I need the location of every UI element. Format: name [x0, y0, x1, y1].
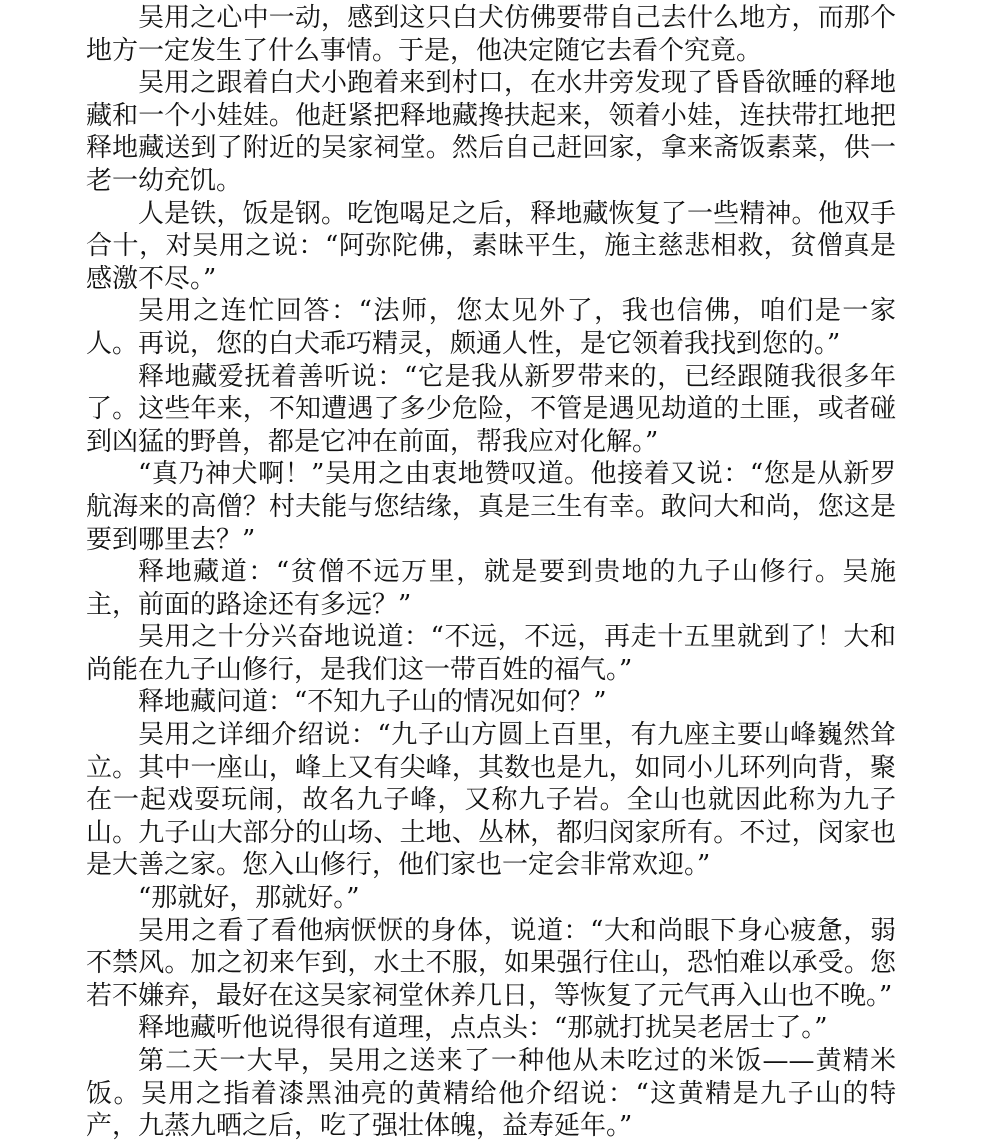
paragraph: 释地藏道：“贫僧不远万里，就是要到贵地的九子山修行。吴施主，前面的路途还有多远？”	[86, 557, 896, 620]
paragraph: 释地藏爱抚着善听说：“它是我从新罗带来的，已经跟随我很多年了。这些年来，不知遭遇了多少危险，不管是遇见劫道的土匪，或者碰到凶猛的野兽，都是它冲在前面，帮我应对化解。”	[86, 361, 896, 457]
paragraph: 释地藏问道：“不知九子山的情况如何？”	[138, 687, 607, 718]
paragraph: 吴用之心中一动，感到这只白犬仿佛要带自己去什么地方，而那个地方一定发生了什么事情。于是，他决定随它去看个究竟。	[86, 3, 896, 66]
paragraph: 人是铁，饭是钢。吃饱喝足之后，释地藏恢复了一些精神。他双手合十，对吴用之说：“阿弥陀佛，素昧平生，施主慈悲相救，贫僧真是感激不尽。”	[86, 198, 896, 294]
paragraph: 吴用之跟着白犬小跑着来到村口，在水井旁发现了昏昏欲睡的释地藏和一个小娃娃。他赶紧把释地藏搀扶起来，领着小娃，连扶带扛地把释地藏送到了附近的吴家祠堂。然后自己赶回家，拿来斋饭素菜，供一老一幼充饥。	[86, 68, 896, 196]
paragraph: 吴用之连忙回答：“法师，您太见外了，我也信佛，咱们是一家人。再说，您的白犬乖巧精灵，颇通人性，是它领着我找到您的。”	[86, 296, 896, 359]
paragraph: 释地藏听他说得很有道理，点点头：“那就打扰吴老居士了。”	[138, 1013, 828, 1044]
paragraph: “那就好，那就好。”	[138, 883, 360, 914]
paragraph: “真乃神犬啊！”吴用之由衷地赞叹道。他接着又说：“您是从新罗航海来的高僧？村夫能与您结缘，真是三生有幸。敢问大和尚，您这是要到哪里去？”	[86, 459, 896, 555]
document-page	[86, 2, 896, 1143]
paragraph: 吴用之十分兴奋地说道：“不远，不远，再走十五里就到了！大和尚能在九子山修行，是我们这一带百姓的福气。”	[86, 622, 896, 685]
paragraph: 吴用之看了看他病恹恹的身体，说道：“大和尚眼下身心疲惫，弱不禁风。加之初来乍到，水土不服，如果强行住山，恐怕难以承受。您若不嫌弃，最好在这吴家祠堂休养几日，等恢复了元气再入山也不晚。”	[86, 915, 896, 1011]
paragraph: 第二天一大早，吴用之送来了一种他从未吃过的米饭——黄精米饭。吴用之指着漆黑油亮的黄精给他介绍说：“这黄精是九子山的特产，九蒸九晒之后，吃了强壮体魄，益寿延年。”	[86, 1046, 896, 1142]
paragraph: 吴用之详细介绍说：“九子山方圆上百里，有九座主要山峰巍然耸立。其中一座山，峰上又有尖峰，其数也是九，如同小儿环列向背，聚在一起戏耍玩闹，故名九子峰，又称九子岩。全山也就因此称为九子山。九子山大部分的山场、土地、丛林，都归闵家所有。不过，闵家也是大善之家。您入山修行，他们家也一定会非常欢迎。”	[86, 720, 896, 881]
